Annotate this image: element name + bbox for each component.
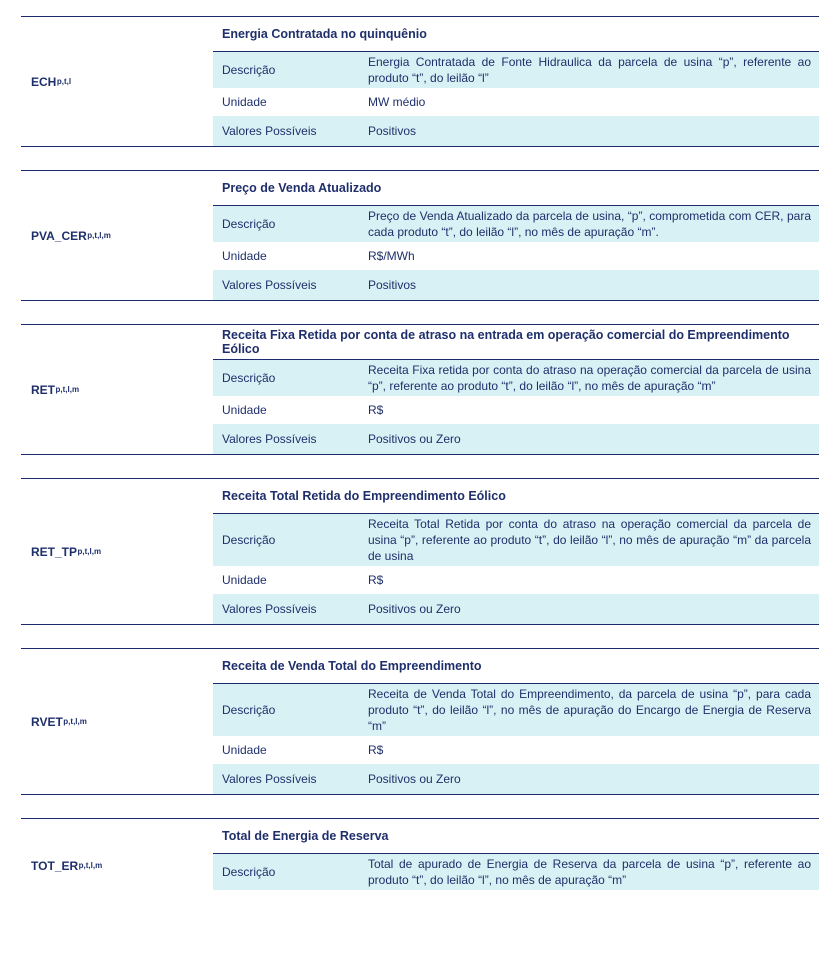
variable-title: Total de Energia de Reserva — [222, 829, 389, 843]
row-unidade — [213, 566, 819, 594]
row-label: Descrição — [222, 63, 276, 77]
row-value: MW médio — [368, 95, 426, 109]
variable-block-ech — [21, 16, 819, 147]
row-value: R$ — [368, 403, 384, 417]
row-valores — [213, 594, 819, 624]
row-unidade — [213, 396, 819, 424]
row-valores — [213, 270, 819, 300]
variable-name: RVET p,t,l,m — [31, 714, 87, 729]
row-value: Preço de Venda Atualizado da parcela de usina, “p”, comprometida com CER, para cada produto “t”, do leilão “l”, no mês de apuração “m”. — [368, 209, 811, 239]
row-value: Positivos ou Zero — [368, 772, 461, 786]
row-label: Descrição — [222, 217, 276, 231]
row-descricao — [213, 513, 819, 566]
row-valores — [213, 764, 819, 794]
row-descricao — [213, 683, 819, 736]
variable-title: Preço de Venda Atualizado — [222, 181, 382, 195]
variable-block-ret — [21, 324, 819, 455]
row-label: Descrição — [222, 865, 276, 879]
row-value: Receita Fixa retida por conta do atraso na operação comercial da parcela de usina “p”, referente ao produto “t”, do leilão “l”, no mês de apuração “m” — [368, 363, 811, 393]
row-label: Valores Possíveis — [222, 772, 317, 786]
variable-title: Receita de Venda Total do Empreendimento — [222, 659, 482, 673]
row-unidade — [213, 242, 819, 270]
variable-block-ret-tp — [21, 478, 819, 625]
variable-name: PVA_CER p,t,l,m — [31, 228, 111, 243]
row-label: Unidade — [222, 95, 267, 109]
row-descricao — [213, 51, 819, 88]
row-value: R$/MWh — [368, 249, 415, 263]
variable-name: RET p,t,l,m — [31, 382, 80, 397]
row-valores — [213, 424, 819, 454]
row-value: Positivos ou Zero — [368, 432, 461, 446]
variable-block-pva-cer — [21, 170, 819, 301]
row-label: Valores Possíveis — [222, 432, 317, 446]
row-label: Unidade — [222, 573, 267, 587]
row-descricao — [213, 205, 819, 242]
row-unidade — [213, 88, 819, 116]
variable-name: ECH p,t,l — [31, 74, 72, 89]
row-value: Energia Contratada de Fonte Hidraulica da parcela de usina “p”, referente ao produto “t”, do leilão “l” — [368, 55, 811, 85]
variable-title: Receita Fixa Retida por conta de atraso na entrada em operação comercial do Empreendimento Eólico — [222, 328, 790, 356]
variable-block-rvet — [21, 648, 819, 795]
row-value: R$ — [368, 573, 384, 587]
row-label: Unidade — [222, 403, 267, 417]
row-value: Positivos — [368, 278, 417, 292]
row-descricao — [213, 853, 819, 890]
row-label: Unidade — [222, 743, 267, 757]
row-value: Positivos ou Zero — [368, 602, 461, 616]
variable-title: Energia Contratada no quinquênio — [222, 27, 427, 41]
row-label: Valores Possíveis — [222, 602, 317, 616]
row-value: Receita de Venda Total do Empreendimento, da parcela de usina “p”, para cada produto “t”, do leilão “l”, no mês de apuração do Encargo de Energia de Reserva “m” — [368, 687, 811, 733]
variable-block-tot-er — [21, 818, 819, 890]
row-value: Positivos — [368, 124, 417, 138]
row-unidade — [213, 736, 819, 764]
row-value: R$ — [368, 743, 384, 757]
row-valores — [213, 116, 819, 146]
variable-title: Receita Total Retida do Empreendimento Eólico — [222, 489, 506, 503]
document — [21, 16, 819, 890]
row-label: Valores Possíveis — [222, 124, 317, 138]
row-label: Unidade — [222, 249, 267, 263]
row-label: Descrição — [222, 703, 276, 717]
row-descricao — [213, 359, 819, 396]
row-value: Total de apurado de Energia de Reserva da parcela de usina “p”, referente ao produto “t”, do leilão “l”, no mês de apuração “m” — [368, 857, 811, 887]
row-label: Valores Possíveis — [222, 278, 317, 292]
row-label: Descrição — [222, 533, 276, 547]
row-value: Receita Total Retida por conta do atraso na operação comercial da parcela de usina “p”, referente ao produto “t”, do leilão “l”, no mês de apuração “m” da parcela de usina — [368, 517, 811, 563]
row-label: Descrição — [222, 371, 276, 385]
variable-name: TOT_ER p,t,l,m — [31, 858, 103, 873]
variable-name: RET_TP p,t,l,m — [31, 544, 102, 559]
